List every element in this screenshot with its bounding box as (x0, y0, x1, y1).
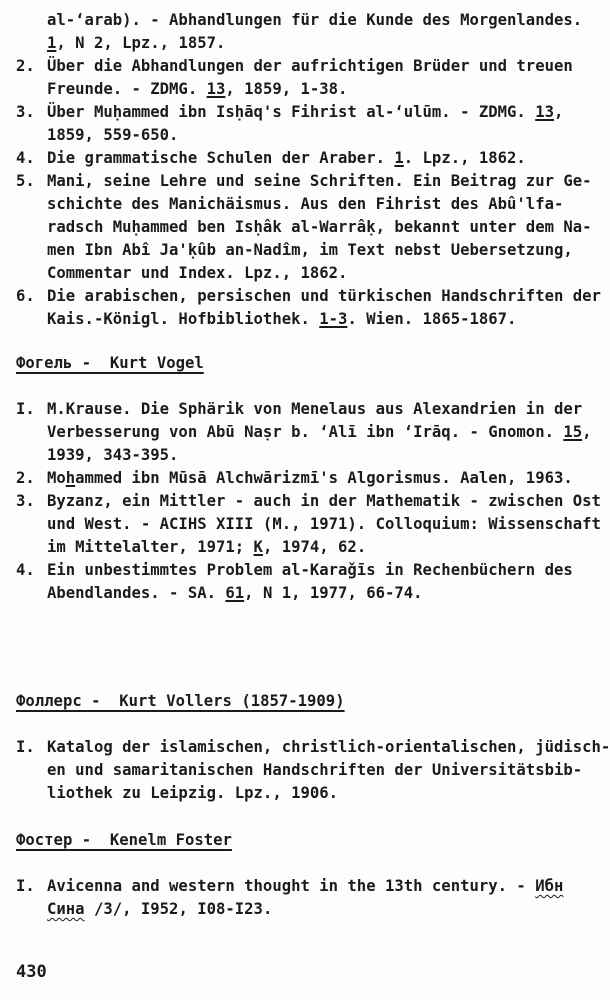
entry-line (47, 101, 606, 124)
underlined-text: 13 (535, 103, 554, 121)
entry-list (16, 9, 606, 331)
underlined-text: 1 (47, 34, 57, 52)
entry-line (47, 170, 606, 193)
bibliography-entry (16, 9, 606, 55)
bibliography-entry (16, 101, 606, 147)
bibliography-entry (16, 875, 606, 921)
entry-line (47, 559, 606, 582)
bibliography-entry (16, 147, 606, 170)
text-segment: , N 1, 1977, 66-74. (244, 584, 423, 602)
section-heading: Фостер - Kenelm Foster (16, 831, 232, 849)
entry-line (47, 262, 606, 285)
bibliography-entry (16, 559, 606, 605)
text-segment: , (553, 103, 564, 121)
text-segment: 1939, 343-395. (47, 446, 179, 464)
entry-line (47, 147, 606, 170)
entry-number: 3. (16, 492, 35, 510)
text-segment: M.Krause. Die Sphärik von Menelaus aus Alexandrien in der (47, 400, 583, 418)
entry-line (47, 193, 606, 216)
underlined-text: h (65, 469, 76, 487)
entry-line (47, 898, 606, 921)
entry-line (47, 444, 606, 467)
underlined-text: 1-3 (319, 310, 348, 328)
text-segment: Über Muḥammed ibn Isḥāq's Fihrist al-‘ulūm. - ZDMG. (47, 103, 536, 121)
text-segment: , 1974, 62. (262, 538, 367, 556)
text-segment: Über die Abhandlungen der aufrichtigen Brüder und treuen (47, 57, 573, 75)
entry-line (47, 239, 606, 262)
text-segment: Commentar und Index. Lpz., 1862. (47, 264, 348, 282)
text-segment: ammed ibn Mūsā Alchwārizmī's Algorismus. Aalen, 1963. (75, 469, 573, 487)
underlined-text: 61 (225, 584, 245, 602)
page-number: 430 (16, 962, 47, 982)
section-foster (16, 829, 606, 921)
entry-line (47, 398, 606, 421)
bibliography-entry (16, 55, 606, 101)
text-segment: /3/, I952, I08-I23. (84, 900, 273, 918)
entry-line (47, 875, 606, 898)
entry-line (47, 582, 606, 605)
entry-line (47, 55, 606, 78)
text-segment: liothek zu Leipzig. Lpz., 1906. (47, 784, 339, 802)
entry-number: I. (16, 738, 35, 756)
entry-line (47, 536, 606, 559)
entry-number: 3. (16, 103, 35, 121)
text-segment: Katalog der islamischen, christlich-orientalischen, jüdisch- (47, 738, 610, 756)
text-segment: Freunde. - ZDMG. (47, 80, 207, 98)
text-segment: Byzanz, ein Mittler - auch in der Mathematik - zwischen Ost (47, 492, 601, 510)
bibliography-entry (16, 736, 610, 805)
entry-number: I. (16, 877, 35, 895)
text-segment: Abendlandes. - SA. (47, 584, 226, 602)
entry-number: 2. (16, 469, 35, 487)
text-segment: Avicenna and western thought in the 13th century. - (47, 877, 536, 895)
bibliography-entry (16, 285, 606, 331)
bibliography-entry (16, 467, 606, 490)
text-segment: en und samaritanischen Handschriften der Universitätsbib- (47, 761, 583, 779)
text-segment: Verbesserung von Abū Naṣr b. ‘Alī ibn ‘Irāq. - Gnomon. (47, 423, 564, 441)
bibliography-entry (16, 398, 606, 467)
text-segment: Mani, seine Lehre und seine Schriften. Ein Beitrag zur Ge- (47, 172, 592, 190)
underlined-text: 15 (563, 423, 583, 441)
text-segment: , N 2, Lpz., 1857. (56, 34, 226, 52)
bibliography-entry (16, 490, 606, 559)
entry-line (47, 782, 606, 805)
entry-list (16, 875, 606, 921)
entry-line (47, 32, 606, 55)
entry-line (47, 78, 606, 101)
entry-number: I. (16, 400, 35, 418)
wavy-underlined-text: Сина (47, 900, 85, 918)
text-segment: Mo (47, 469, 66, 487)
section-heading: Фоллерс - Kurt Vollers (1857-1909) (16, 692, 345, 710)
underlined-text: K (253, 538, 263, 556)
entry-line (47, 285, 606, 308)
text-segment: Die arabischen, persischen und türkischen Handschriften der (47, 287, 601, 305)
bibliography-entry (16, 170, 606, 285)
entry-line (47, 736, 610, 759)
entry-number: 6. (16, 287, 35, 305)
entry-line (47, 513, 606, 536)
entry-number: 5. (16, 172, 35, 190)
entry-list (16, 398, 606, 605)
section-heading: Фогель - Kurt Vogel (16, 354, 204, 372)
text-segment: , (582, 423, 592, 441)
text-segment: . Wien. 1865-1867. (347, 310, 517, 328)
text-segment: im Mittelalter, 1971; (47, 538, 254, 556)
entry-line (47, 759, 606, 782)
text-segment: 1859, 559-650. (47, 126, 179, 144)
text-segment: Kais.-Königl. Hofbibliothek. (47, 310, 320, 328)
text-segment: und West. - ACIHS XIII (M., 1971). Colloquium: Wissenschaft (47, 515, 601, 533)
entry-line (47, 124, 606, 147)
underlined-text: 1 (394, 149, 404, 167)
entry-line (47, 467, 606, 490)
continued-entries (16, 9, 606, 331)
text-segment: schichte des Manichäismus. Aus den Fihrist des Abû'lfa- (47, 195, 564, 213)
entry-number: 4. (16, 561, 35, 579)
entry-line (47, 9, 606, 32)
text-segment: radsch Muḥammed ben Isḥâk al-Warrâḳ, bekannt unter dem Na- (47, 218, 592, 236)
text-segment: men Ibn Abî Ja'ḳûb an-Nadîm, im Text nebst Uebersetzung, (47, 241, 573, 259)
entry-line (47, 216, 606, 239)
text-segment: al-‘arab). - Abhandlungen für die Kunde des Morgenlandes. (47, 11, 583, 29)
text-segment: , 1859, 1-38. (225, 80, 348, 98)
section-vogel (16, 352, 606, 605)
underlined-text: 13 (206, 80, 226, 98)
text-segment: Die grammatische Schulen der Araber. (47, 149, 395, 167)
entry-list (16, 736, 610, 805)
text-segment: Ein unbestimmtes Problem al-Karaǧīs in Rechenbüchern des (47, 561, 573, 579)
entry-number: 2. (16, 57, 35, 75)
text-segment: . Lpz., 1862. (403, 149, 526, 167)
bibliography (16, 9, 610, 921)
entry-number: 4. (16, 149, 35, 167)
entry-line (47, 421, 606, 444)
entry-line (47, 490, 606, 513)
wavy-underlined-text: Ибн (535, 877, 564, 895)
entry-line (47, 308, 606, 331)
section-vollers (16, 690, 610, 805)
